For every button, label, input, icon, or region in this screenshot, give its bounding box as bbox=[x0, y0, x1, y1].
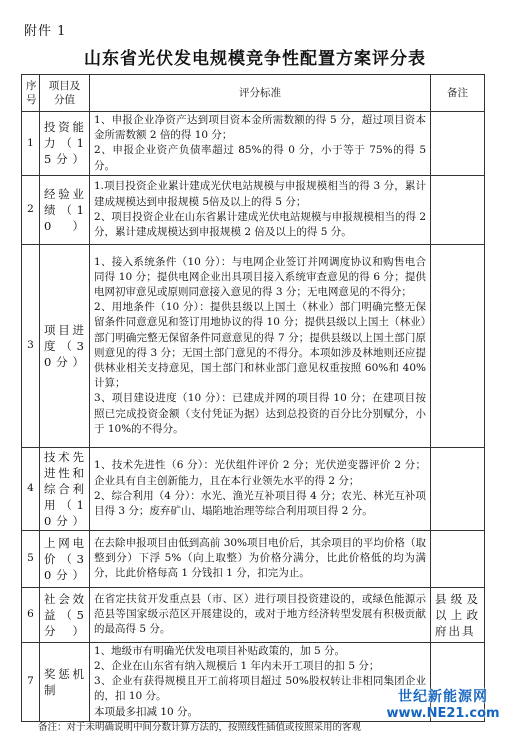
note-cell: 县级及以上政府出具 bbox=[431, 587, 485, 642]
item-and-score: 上网电价（30分） bbox=[40, 530, 90, 587]
row-number: 4 bbox=[22, 447, 40, 530]
criteria-paragraph: 2、用地条件（10 分）：提供县级以上国土（林业）部门明确完整无保留条件同意意见和签订用地协议的得 10 分；提供县级以上国土（林业）部门明确完整无保留条件同意意见的得 7 分；提供县级以上国土部门原则意见的得 3 分；无国土部门意见的不得分。本项如涉及林地则还应提供林业相关支持意见，国土部门和林业部门意见权重按照 60%和 40%计算； bbox=[94, 301, 426, 390]
row-number: 6 bbox=[22, 587, 40, 642]
row-number: 5 bbox=[22, 530, 40, 587]
row-number: 2 bbox=[22, 175, 40, 244]
item-and-score: 项目进度（30分） bbox=[40, 244, 90, 447]
scoring-criteria bbox=[90, 175, 431, 244]
table-header-row bbox=[22, 75, 485, 112]
criteria-paragraph: 1、地级市有明确光伏发电项目补贴政策的，加 5 分。 bbox=[94, 644, 346, 657]
item-and-score: 奖惩机制 bbox=[40, 642, 90, 721]
criteria-paragraph: 1、技术先进性（6 分）：光伏组件评价 2 分；光伏逆变器评价 2 分；企业具有自主创新能力，且在本行业领先水平的得 2 分； bbox=[94, 459, 426, 487]
criteria-paragraph: 1、接入系统条件（10 分）：与电网企业签订并网调度协议和购售电合同得 10 分；提供电网企业出具项目接入系统审查意见的得 6 分；提供电网初审意见或原则同意接入意见的得 3 分；无电网意见的不得分； bbox=[94, 255, 426, 298]
header-no: 序号 bbox=[22, 75, 40, 112]
scoring-criteria bbox=[90, 530, 431, 587]
criteria-paragraph: 1.项目投资企业累计建成光伏电站规模与申报规模相当的得 3 分，累计建成规模达到申报规模 5倍及以上的得 5 分； bbox=[94, 180, 426, 208]
site-watermark bbox=[378, 686, 508, 726]
item-and-score: 技术先进性和综合利用（10分） bbox=[40, 447, 90, 530]
scoring-criteria bbox=[90, 244, 431, 447]
scoring-criteria bbox=[90, 112, 431, 176]
criteria-paragraph: 1、申报企业净资产达到项目资本金所需数额的得 5 分，超过项目资本金所需数额 2 倍的得 10 分； bbox=[94, 114, 426, 142]
criteria-paragraph: 3、项目建设进度（10 分）：已建成并网的项目得 10 分；在建项目按照已完成投资金额（支付凭证为据）达到总投资的百分比分别赋分，小于 10%的不得分。 bbox=[94, 392, 426, 435]
table-row bbox=[22, 112, 485, 176]
criteria-paragraph: 在省定扶贫开发重点县（市、区）进行项目投资建设的，或绿色能源示范县等国家级示范区开展建设的，或对于地方经济转型发展有积极贡献的最高得 5 分。 bbox=[94, 593, 426, 636]
row-number: 1 bbox=[22, 112, 40, 176]
watermark-name: 世纪新能源网 bbox=[398, 689, 488, 705]
criteria-paragraph: 2、企业在山东省有纳入规模后 1 年内未开工项目的扣 5 分； bbox=[94, 660, 380, 673]
note-cell bbox=[431, 175, 485, 244]
note-cell bbox=[431, 244, 485, 447]
attachment-label: 附件 1 bbox=[24, 24, 67, 39]
document-title: 山东省光伏发电规模竞争性配置方案评分表 bbox=[84, 49, 426, 69]
watermark-url: www.NE21.com bbox=[386, 706, 500, 721]
item-and-score: 经验业绩（10） bbox=[40, 175, 90, 244]
table-row bbox=[22, 530, 485, 587]
row-number: 3 bbox=[22, 244, 40, 447]
table-row bbox=[22, 244, 485, 447]
note-cell bbox=[431, 447, 485, 530]
criteria-paragraph: 本项最多扣减 10 分。 bbox=[94, 705, 199, 718]
item-and-score: 社会效益（5分） bbox=[40, 587, 90, 642]
note-cell bbox=[431, 530, 485, 587]
scoring-criteria bbox=[90, 447, 431, 530]
header-note: 备注 bbox=[431, 75, 485, 112]
scoring-table bbox=[21, 74, 485, 722]
criteria-paragraph: 2、综合利用（4 分）：水光、渔光互补项目得 4 分；农光、林光互补项目得 3 分；废弃矿山、塌陷地治理等综合利用项目得 2 分。 bbox=[94, 489, 426, 518]
header-item: 项目及分值 bbox=[40, 75, 90, 112]
table-row bbox=[22, 175, 485, 244]
criteria-paragraph: 3、企业有获得规模且开工前将项目超过 50%股权转让非相同集团企业的，扣 10 分。 bbox=[94, 675, 426, 703]
criteria-paragraph: 2、项目投资企业在山东省累计建成光伏电站规模与申报规模相当的得 2 分，累计建成规模达到申报规模 2 倍及以上的得 5 分。 bbox=[94, 210, 426, 239]
header-criteria: 评分标准 bbox=[90, 75, 431, 112]
row-number: 7 bbox=[22, 642, 40, 721]
item-and-score: 投资能力（15分） bbox=[40, 112, 90, 176]
criteria-paragraph: 2、申报企业资产负债率超过 85%的得 0 分，小于等于 75%的得 5 分。 bbox=[94, 144, 426, 172]
footnote: 备注：对于未明确说明中间分数计算方法的，按照线性插值或按照采用的客观 bbox=[38, 722, 362, 733]
scoring-criteria bbox=[90, 587, 431, 642]
table-row bbox=[22, 447, 485, 530]
criteria-paragraph: 在去除申报项目由低到高前 30%项目电价后，其余项目的平均价格（取整到分）下浮 5%（向上取整）为价格分满分，比此价格低的均为满分，比此价格每高 1 分钱扣 1 分，扣完为止。 bbox=[94, 537, 426, 580]
note-cell bbox=[431, 112, 485, 176]
table-row bbox=[22, 587, 485, 642]
